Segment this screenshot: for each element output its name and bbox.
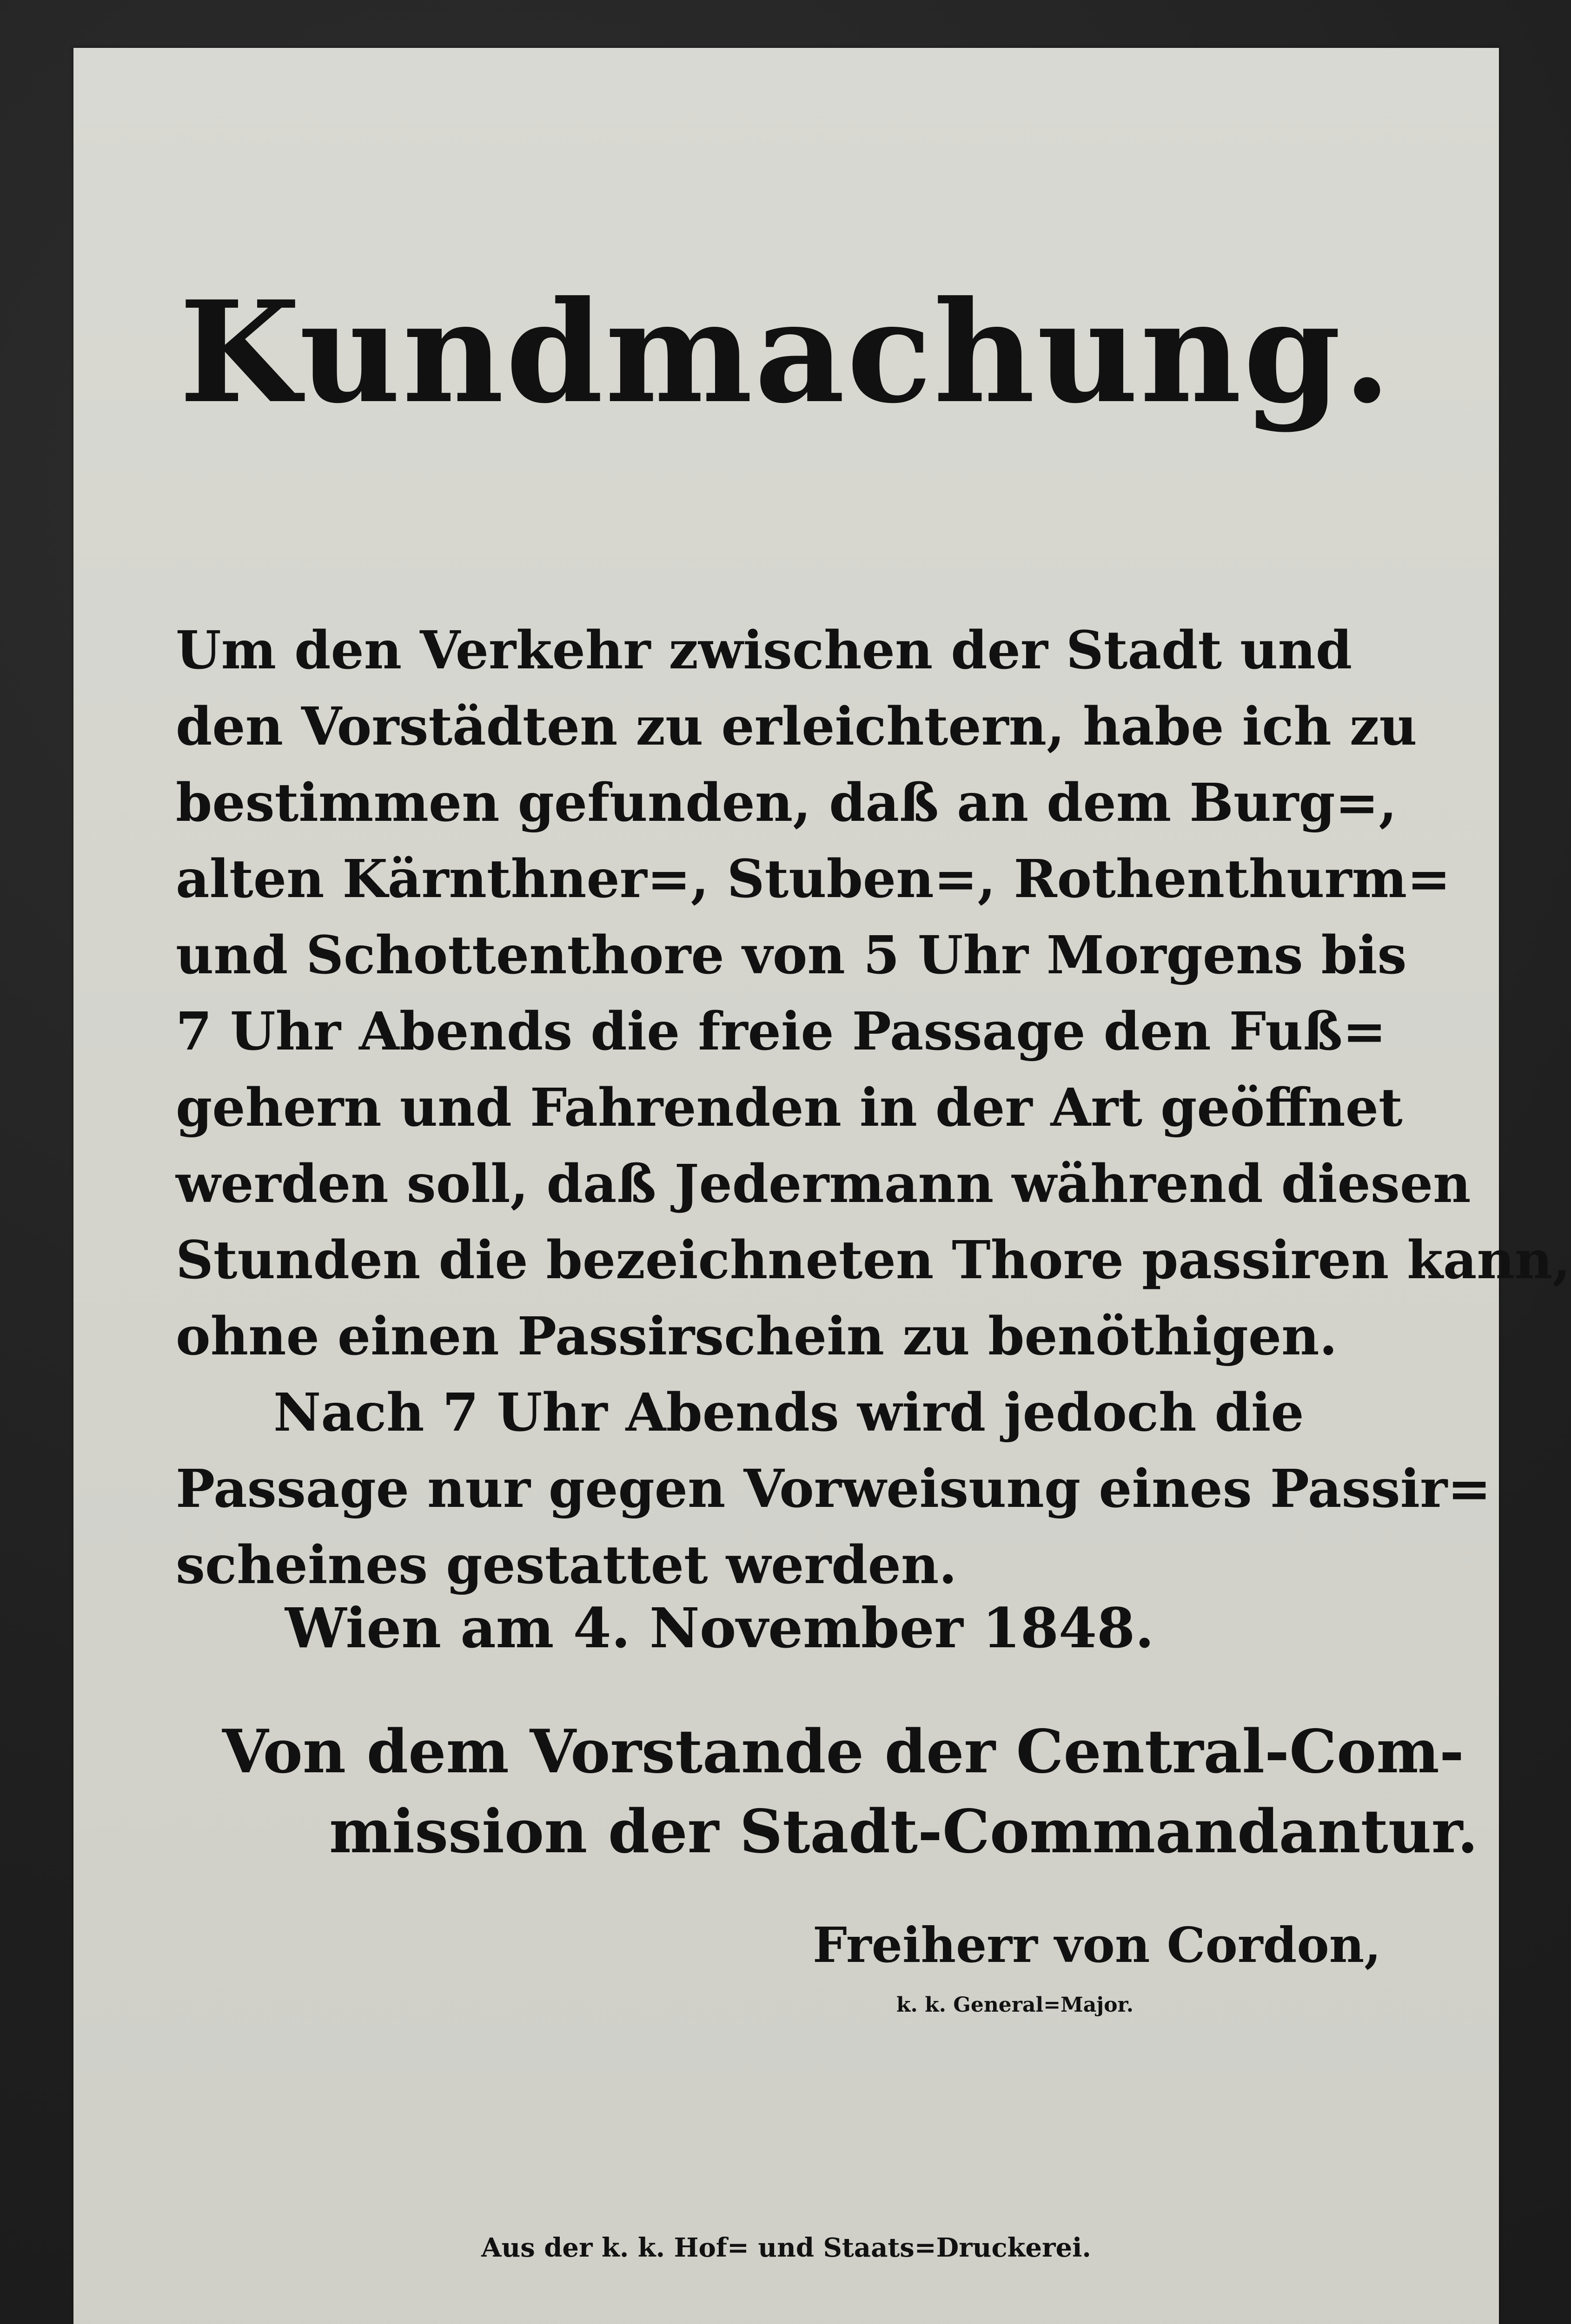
paragraph-1-line: werden soll, daß Jedermann während diesen [176, 1154, 1471, 1215]
paragraph-1-line: den Vorstädten zu erleichtern, habe ich zu [176, 696, 1417, 757]
authority-line: Von dem Vorstande der Central-Com- [222, 1717, 1464, 1787]
paragraph-2-line: Passage nur gegen Vorweisung eines Passir= [176, 1459, 1491, 1519]
paragraph-2-line: Nach 7 Uhr Abends wird jedoch die [273, 1382, 1304, 1443]
paragraph-2-line: scheines gestattet werden. [176, 1535, 957, 1596]
paragraph-1-line: alten Kärnthner=, Stuben=, Rothenthurm= [176, 849, 1451, 910]
paragraph-2 [176, 1375, 1491, 1604]
date-line: Wien am 4. November 1848. [285, 1596, 1154, 1660]
issuing-authority [222, 1712, 1478, 1872]
paragraph-1-line: bestimmen gefunden, daß an dem Burg=, [176, 772, 1397, 833]
paragraph-1 [176, 613, 1571, 1375]
paragraph-1-line: und Schottenthore von 5 Uhr Morgens bis [176, 925, 1407, 986]
paragraph-1-line: Stunden die bezeichneten Thore passiren kann, [176, 1230, 1571, 1291]
signer-name: Freiherr von Cordon, [813, 1916, 1381, 1974]
paragraph-1-line: Um den Verkehr zwischen der Stadt und [176, 620, 1352, 681]
poster-sheet [73, 48, 1571, 2324]
paragraph-1-line: ohne einen Passirschein zu benöthigen. [176, 1306, 1338, 1367]
paragraph-1-line: 7 Uhr Abends die freie Passage den Fuß= [176, 1001, 1386, 1062]
authority-line: mission der Stadt-Commandantur. [329, 1797, 1478, 1867]
poster-title: Kundmachung. [179, 270, 1393, 434]
signer-title: k. k. General=Major. [896, 1993, 1134, 2017]
printer-imprint: Aus der k. k. Hof= und Staats=Druckerei. [481, 2232, 1091, 2263]
paragraph-1-line: gehern und Fahrenden in der Art geöffnet [176, 1077, 1403, 1138]
